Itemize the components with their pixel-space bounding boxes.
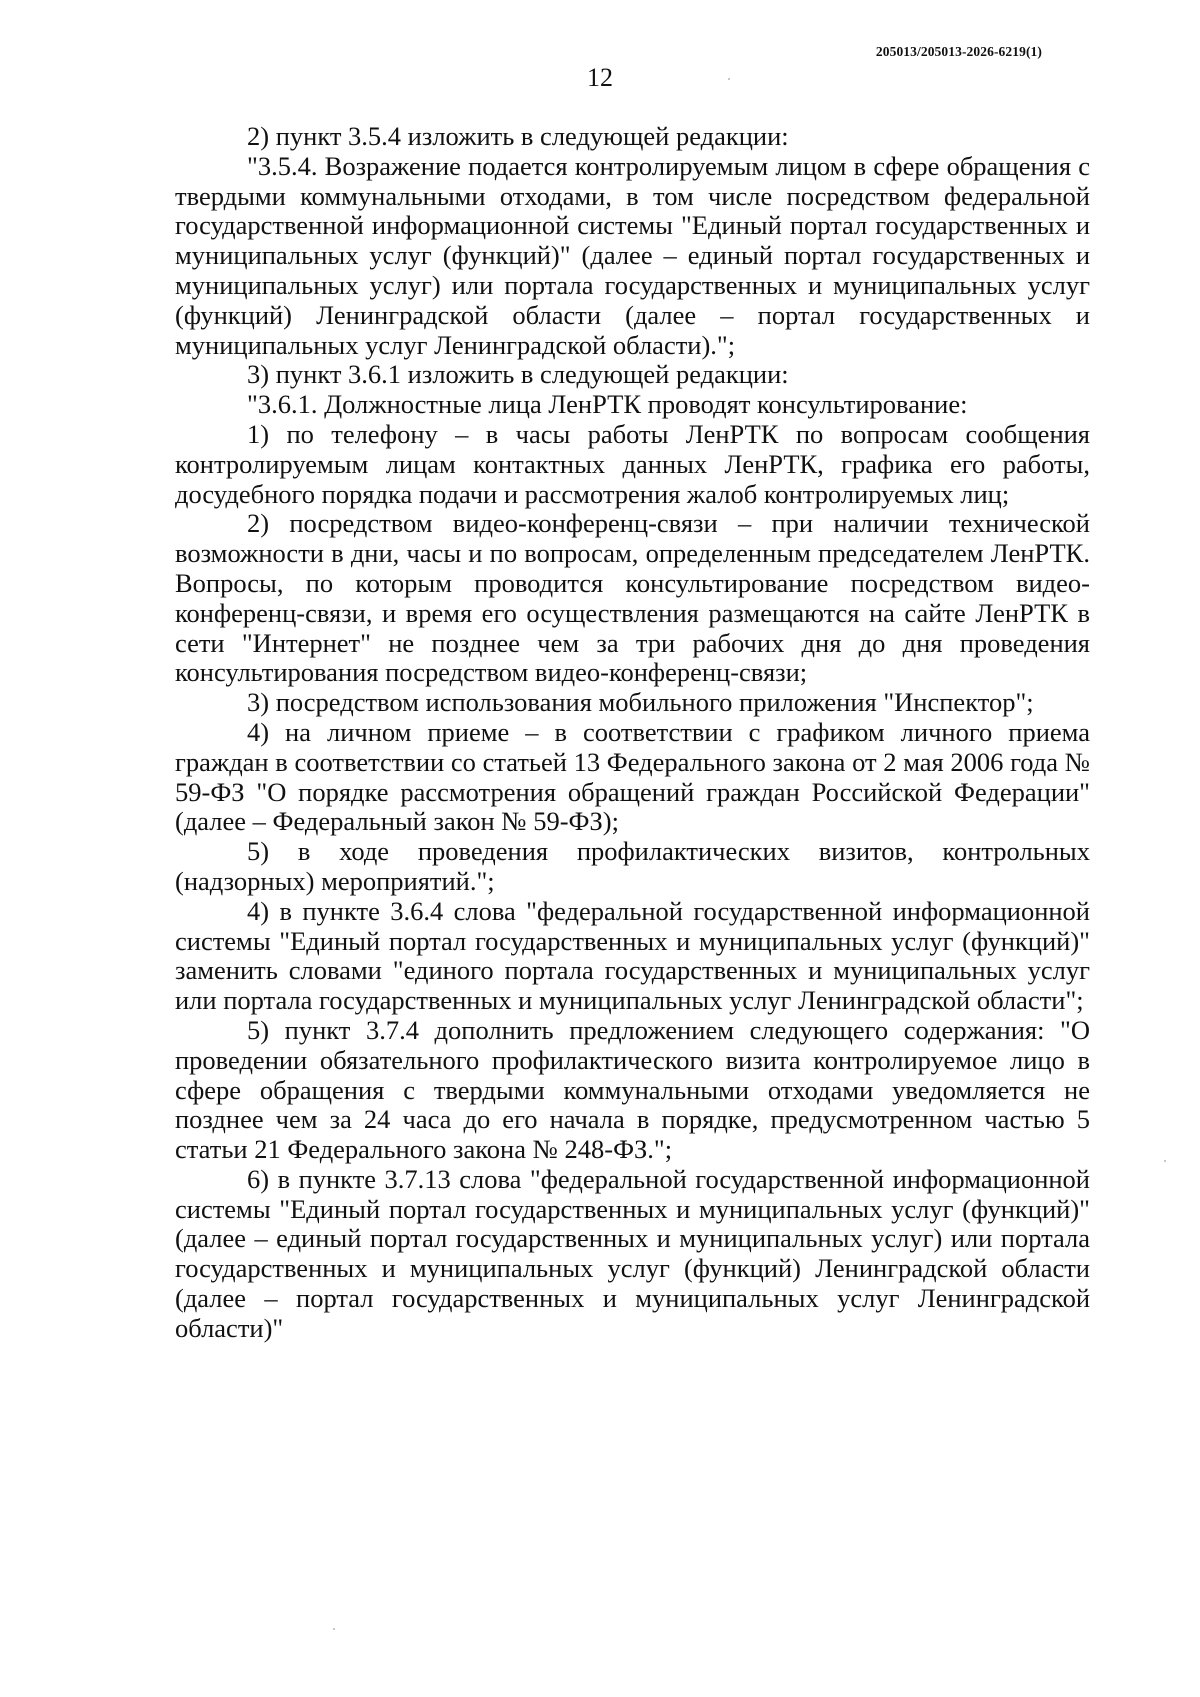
paragraph: 2) посредством видео-конференц-связи – при наличии технической возможности в дни, часы и по вопросам, определенным председателем ЛенРТК. Вопросы, по которым проводится консультирование посредством видео-конференц-связи, и время его осуществления размещаются на сайте ЛенРТК в сети "Интернет" не позднее чем за три рабочих дня до дня проведения консультирования посредством видео-конференц-связи;: [175, 508, 1090, 688]
scan-speck: [728, 78, 730, 80]
scan-speck: [1164, 1160, 1166, 1162]
paragraph: 5) в ходе проведения профилактических визитов, контрольных (надзорных) мероприятий.";: [175, 836, 1090, 896]
paragraph: 1) по телефону – в часы работы ЛенРТК по вопросам сообщения контролируемым лицам контактных данных ЛенРТК, графика его работы, досудебного порядка подачи и рассмотрения жалоб контролируемых лиц;: [175, 418, 1090, 509]
paragraph: 4) в пункте 3.6.4 слова "федеральной государственной информационной системы "Единый портал государственных и муниципальных услуг (функций)" заменить словами "единого портала государственных и муниципальных услуг или портала государственных и муниципальных услуг Ленинградской области";: [175, 895, 1090, 1016]
paragraph: 6) в пункте 3.7.13 слова "федеральной государственной информационной системы "Единый портал государственных и муниципальных услуг (функций)" (далее – единый портал государственных и муниципальных услуг) или портала государственных и муниципальных услуг (функций) Ленинградской области (далее – портал государственных и муниципальных услуг Ленинградской области)": [175, 1163, 1090, 1343]
paragraph: 4) на личном приеме – в соответствии с графиком личного приема граждан в соответствии со статьей 13 Федерального закона от 2 мая 2006 года № 59-ФЗ "О порядке рассмотрения обращений граждан Российской Федерации" (далее – Федеральный закон № 59-ФЗ);: [175, 716, 1090, 837]
paragraph: "3.6.1. Должностные лица ЛенРТК проводят консультирование:: [247, 389, 968, 420]
document-id: 205013/205013-2026-6219(1): [875, 44, 1042, 59]
paragraph: 3) пункт 3.6.1 изложить в следующей редакции:: [247, 359, 789, 390]
paragraph: "3.5.4. Возражение подается контролируемым лицом в сфере обращения с твердыми коммунальными отходами, в том числе посредством федеральной государственной информационной системы "Единый портал государственных и муниципальных услуг (функций)" (далее – единый портал государственных и муниципальных услуг) или портала государственных и муниципальных услуг (функций) Ленинградской области (далее – портал государственных и муниципальных услуг Ленинградской области).";: [175, 150, 1090, 360]
paragraph: 2) пункт 3.5.4 изложить в следующей редакции:: [247, 121, 789, 151]
paragraph: 5) пункт 3.7.4 дополнить предложением следующего содержания: "О проведении обязательного профилактического визита контролируемое лицо в сфере обращения с твердыми коммунальными отходами уведомляется не позднее чем за 24 часа до его начала в порядке, предусмотренном частью 5 статьи 21 Федерального закона № 248-ФЗ.";: [175, 1014, 1090, 1165]
page-number: 12: [587, 63, 613, 92]
scan-speck: [333, 1628, 335, 1630]
document-body: [175, 122, 1090, 1344]
paragraph: 3) посредством использования мобильного приложения "Инспектор";: [247, 687, 1034, 718]
